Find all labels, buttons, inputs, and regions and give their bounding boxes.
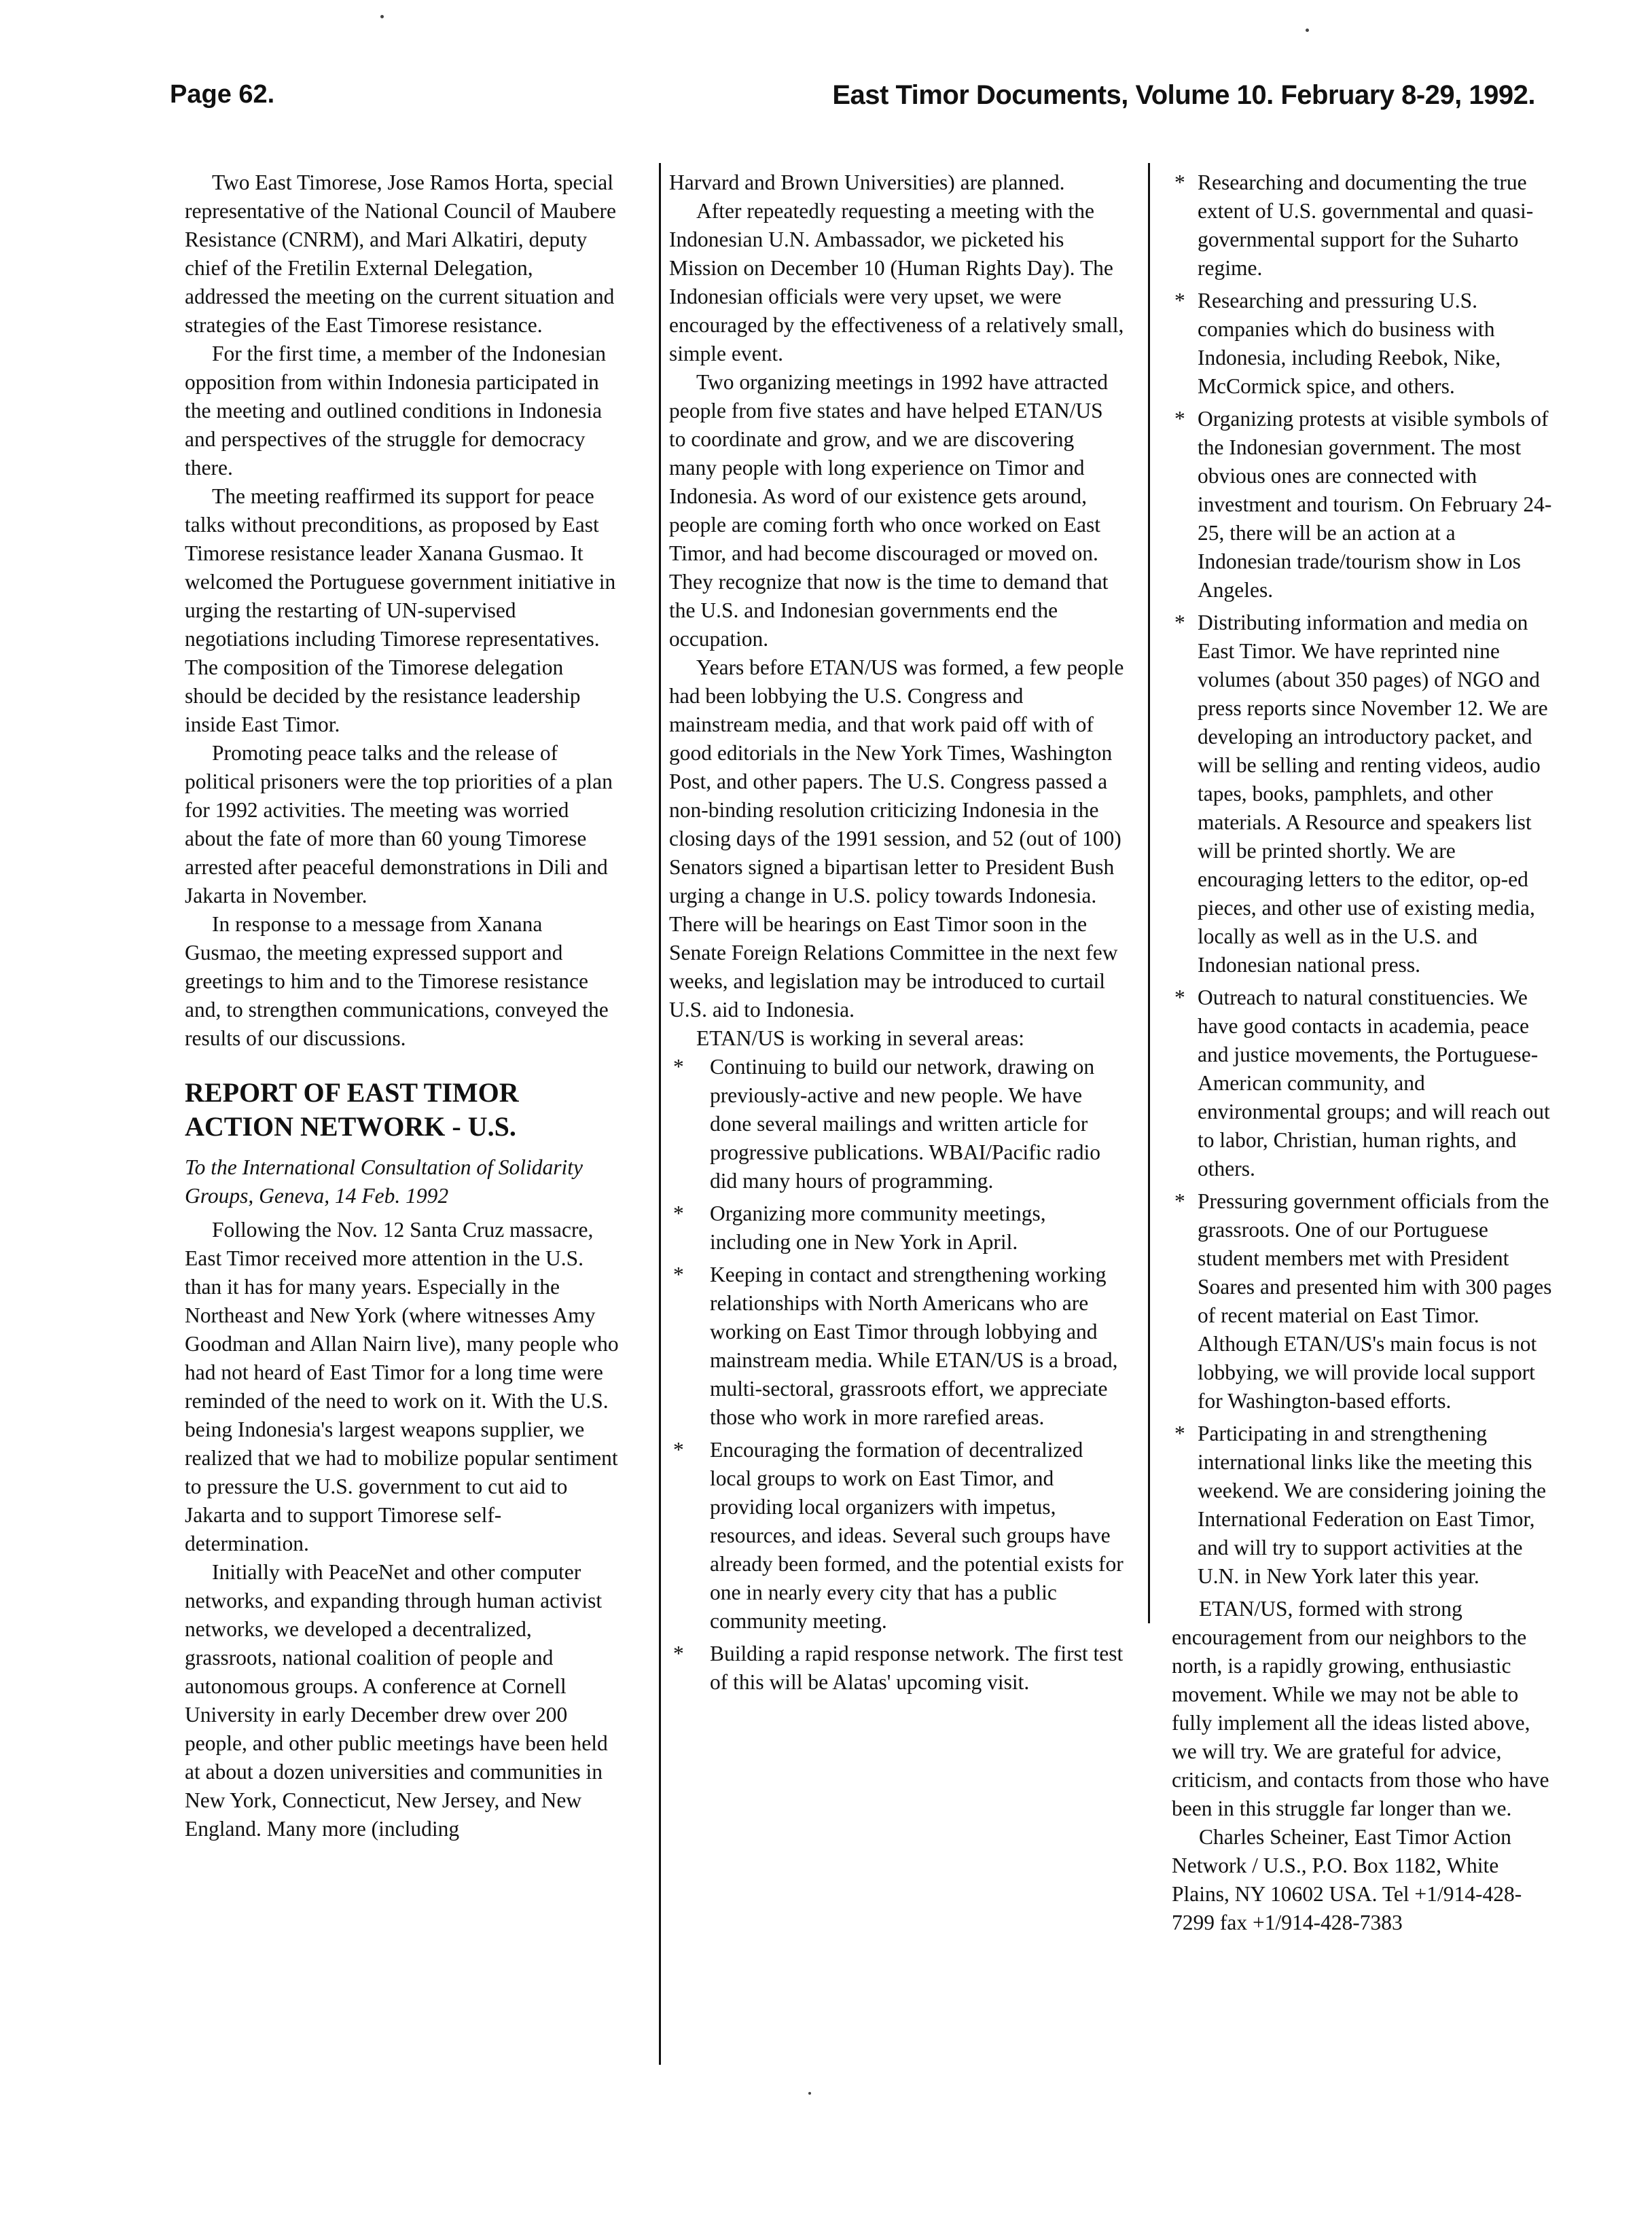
list-item: [1172, 609, 1552, 979]
paragraph: Two organizing meetings in 1992 have attracted people from five states and have helped ETAN/US to coordinate and grow, and we are discovering many people with long experience on Timor and Indonesia. As word of our existence gets around, people are coming forth who once worked on East Timor, and had become discouraged or moved on. They recognize that now is the time to demand that the U.S. and Indonesian governments end the occupation.: [669, 370, 1109, 651]
list-item: [1172, 168, 1552, 283]
running-title: East Timor Documents, Volume 10. February 8-29, 1992.: [832, 80, 1535, 110]
paragraph: Initially with PeaceNet and other computer networks, and expanding through human activist networks, we developed a decentralized, grassroots, national coalition of people and autonomous groups. A conference at Cornell University in early December drew over 200 people, and other public meetings have been held at about a dozen universities and communities in New York, Connecticut, New Jersey, and New England. Many more (including: [185, 1560, 608, 1841]
paragraph: In response to a message from Xanana Gusmao, the meeting expressed support and greetings to him and to the Timorese resistance and, to strengthen communications, conveyed the results of our discussions.: [185, 912, 609, 1050]
list-item-text: Researching and documenting the true extent of U.S. governmental and quasi-governmental support for the Suharto regime.: [1198, 170, 1534, 280]
list-item: [669, 1199, 1124, 1257]
paragraph: Years before ETAN/US was formed, a few people had been lobbying the U.S. Congress and mainstream media, and that work paid off with of good editorials in the New York Times, Washington Post, and other papers. The U.S. Congress passed a non-binding resolution criticizing Indonesia in the closing days of the 1991 session, and 52 (out of 100) Senators signed a bipartisan letter to President Bush urging a change in U.S. policy towards Indonesia. There will be hearings on East Timor soon in the Senate Foreign Relations Committee in the next few weeks, and legislation may be introduced to curtail U.S. aid to Indonesia.: [669, 655, 1124, 1022]
column-rule-left: [659, 163, 661, 2065]
scan-speck: [808, 2092, 811, 2095]
paragraph: Charles Scheiner, East Timor Action Network / U.S., P.O. Box 1182, White Plains, NY 10602 USA. Tel +1/914-428-7299 fax +1/914-428-7383: [1172, 1825, 1522, 1934]
paragraph: For the first time, a member of the Indonesian opposition from within Indonesia participated in the meeting and outlined conditions in Indonesia and perspectives of the struggle for democracy there.: [185, 342, 606, 480]
list-item: [669, 1261, 1124, 1432]
list-item-text: Organizing more community meetings, including one in New York in April.: [710, 1202, 1046, 1254]
bullet-icon: *: [1174, 170, 1185, 194]
paragraph: After repeatedly requesting a meeting with the Indonesian U.N. Ambassador, we picketed his Mission on December 10 (Human Rights Day). The Indonesian officials were very upset, we were encouraged by the effectiveness of a relatively small, simple event.: [669, 199, 1124, 365]
bullet-icon: *: [1174, 289, 1185, 312]
bullet-icon: *: [1174, 1189, 1185, 1213]
list-item-text: Distributing information and media on East Timor. We have reprinted nine volumes (about 350 pages) of NGO and press reports since November 12. We are developing an introductory packet, and will be selling and renting videos, audio tapes, books, pamphlets, and other materials. A Resource and speakers list will be printed shortly. We are encouraging letters to the editor, op-ed pieces, and other use of existing media, locally as well as in the U.S. and Indonesian national press.: [1198, 611, 1548, 977]
paragraph: Promoting peace talks and the release of political prisoners were the top priorities of a plan for 1992 activities. The meeting was worried about the fate of more than 60 young Timorese arrested after peaceful demonstrations in Dili and Jakarta in November.: [185, 741, 613, 907]
list-item-text: Organizing protests at visible symbols of the Indonesian government. The most obvious ones are connected with investment and tourism. On February 24-25, there will be an action at a Indonesian trade/tourism show in Los Angeles.: [1198, 407, 1552, 602]
section-subtitle: To the International Consultation of Solidarity Groups, Geneva, 14 Feb. 1992: [185, 1155, 583, 1208]
bullet-list: [1172, 168, 1552, 1591]
bullet-icon: *: [673, 1263, 684, 1286]
bullet-icon: *: [673, 1202, 684, 1225]
bullet-icon: *: [1174, 611, 1185, 634]
list-item: [669, 1640, 1124, 1697]
bullet-icon: *: [673, 1642, 684, 1665]
list-item-text: Building a rapid response network. The first test of this will be Alatas' upcoming visit.: [710, 1642, 1124, 1694]
list-item-text: Pressuring government officials from the grassroots. One of our Portuguese student members met with President Soares and presented him with 300 pages of recent material on East Timor. Although ETAN/US's main focus is not lobbying, we will provide local support for Washington-based efforts.: [1198, 1189, 1552, 1413]
column-2: [669, 168, 1124, 1701]
page-header: [170, 80, 1535, 121]
column-3: [1172, 168, 1552, 1937]
scan-speck: [1306, 29, 1309, 32]
bullet-icon: *: [1174, 407, 1185, 431]
list-item-text: Researching and pressuring U.S. companies which do business with Indonesia, including Reebok, Nike, McCormick spice, and others.: [1198, 289, 1501, 398]
paragraph: The meeting reaffirmed its support for peace talks without preconditions, as proposed by East Timorese resistance leader Xanana Gusmao. It welcomed the Portuguese government initiative in urging the restarting of UN-supervised negotiations including Timorese representatives. The composition of the Timorese delegation should be decided by the resistance leadership inside East Timor.: [185, 484, 616, 736]
list-item: [1172, 405, 1552, 604]
paragraph: ETAN/US, formed with strong encouragement from our neighbors to the north, is a rapidly growing, enthusiastic movement. While we may not be able to fully implement all the ideas listed above, we will try. We are grateful for advice, criticism, and contacts from those who have been in this struggle far longer than we.: [1172, 1597, 1549, 1820]
column-rule-right: [1148, 163, 1150, 1623]
list-item: [1172, 1420, 1552, 1591]
list-item: [669, 1436, 1124, 1636]
bullet-list: [669, 1053, 1124, 1697]
list-item: [669, 1053, 1124, 1195]
paragraph: Two East Timorese, Jose Ramos Horta, special representative of the National Council of Maubere Resistance (CNRM), and Mari Alkatiri, deputy chief of the Fretilin External Delegation, addressed the meeting on the current situation and strategies of the East Timorese resistance.: [185, 170, 617, 337]
bullet-icon: *: [673, 1055, 684, 1079]
list-item-text: Keeping in contact and strengthening working relationships with North Americans who are working on East Timor through lobbying and mainstream media. While ETAN/US is a broad, multi-sectoral, grassroots effort, we appreciate those who work in more rarefied areas.: [710, 1263, 1118, 1429]
section-heading: REPORT OF EAST TIMOR ACTION NETWORK - U.S.: [185, 1077, 519, 1142]
bullet-icon: *: [1174, 1422, 1185, 1445]
list-item: [1172, 287, 1552, 401]
list-item: [1172, 983, 1552, 1183]
list-item-text: Outreach to natural constituencies. We have good contacts in academia, peace and justice movements, the Portuguese-American community, and environmental groups; and will reach out to labor, Christian, human rights, and others.: [1198, 986, 1550, 1180]
list-item: [1172, 1187, 1552, 1415]
list-item-text: Participating in and strengthening international links like the meeting this weekend. We are considering joining the International Federation on East Timor, and will try to support activities at the U.N. in New York later this year.: [1198, 1422, 1546, 1588]
scan-speck: [380, 15, 384, 18]
bullet-icon: *: [1174, 986, 1185, 1009]
bullet-icon: *: [673, 1438, 684, 1462]
paragraph: Harvard and Brown Universities) are planned.: [669, 170, 1065, 194]
column-1: [185, 168, 620, 1843]
paragraph: Following the Nov. 12 Santa Cruz massacre, East Timor received more attention in the U.S. than it has for many years. Especially in the Northeast and New York (where witnesses Amy Goodman and Allan Nairn live), many people who had not heard of East Timor for a long time were reminded of the need to work on it. With the U.S. being Indonesia's largest weapons supplier, we realized that we had to mobilize popular sentiment to pressure the U.S. government to cut aid to Jakarta and to support Timorese self-determination.: [185, 1218, 619, 1555]
paragraph: ETAN/US is working in several areas:: [696, 1026, 1024, 1050]
page-number: Page 62.: [170, 80, 275, 109]
list-item-text: Encouraging the formation of decentralized local groups to work on East Timor, and providing local organizers with impetus, resources, and ideas. Several such groups have already been formed, and the potential exists for one in nearly every city that has a public community meeting.: [710, 1438, 1124, 1633]
list-item-text: Continuing to build our network, drawing on previously-active and new people. We have done several mailings and written article for progressive publications. WBAI/Pacific radio did many hours of programming.: [710, 1055, 1101, 1193]
